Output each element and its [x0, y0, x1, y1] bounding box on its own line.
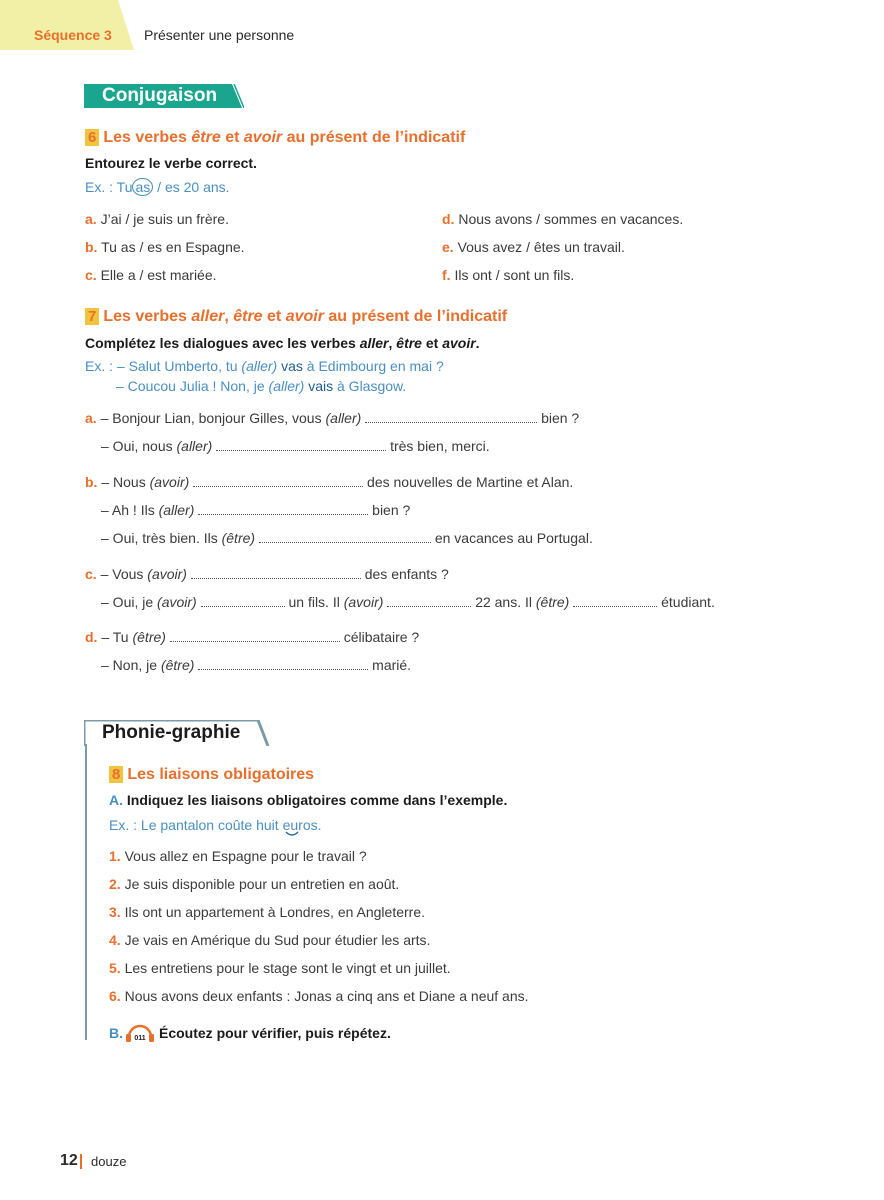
- answer-blank[interactable]: [216, 440, 386, 451]
- exercise-8-title: 8 Les liaisons obligatoires: [109, 766, 314, 784]
- exercise-6-instruction: Entourez le verbe correct.: [85, 155, 257, 171]
- exercise-6-item: c. Elle a / est mariée.: [85, 267, 217, 283]
- footer-divider: [80, 1154, 82, 1169]
- section-banner-conjugaison: [84, 84, 244, 108]
- dialogue-line: d. – Tu (être) célibataire ?: [85, 629, 420, 645]
- exercise-8-item: 3. Ils ont un appartement à Londres, en Angleterre.: [109, 904, 425, 920]
- answer-blank[interactable]: [201, 596, 285, 607]
- dialogue-line: – Oui, nous (aller) très bien, merci.: [101, 438, 490, 454]
- liaison-arc-icon: [285, 831, 299, 837]
- exercise-6-item: b. Tu as / es en Espagne.: [85, 239, 245, 255]
- exercise-number: 6: [85, 129, 99, 146]
- answer-blank[interactable]: [387, 596, 471, 607]
- answer-blank[interactable]: [259, 532, 431, 543]
- exercise-8-part-a-instruction: A. Indiquez les liaisons obligatoires comme dans l’exemple.: [109, 792, 508, 808]
- section-sidebar-line: [85, 744, 87, 1040]
- headphones-icon: [125, 1023, 155, 1043]
- exercise-6-example: Ex. : Tu as / es 20 ans.: [85, 179, 230, 195]
- exercise-8-item: 4. Je vais en Amérique du Sud pour étudier les arts.: [109, 932, 431, 948]
- dialogue-line: b. – Nous (avoir) des nouvelles de Martine et Alan.: [85, 474, 574, 490]
- dialogue-line: c. – Vous (avoir) des enfants ?: [85, 566, 449, 582]
- answer-blank[interactable]: [198, 659, 368, 670]
- section-title: Conjugaison: [102, 85, 218, 106]
- audio-track-button[interactable]: [125, 1023, 155, 1046]
- exercise-6-item: d. Nous avons / sommes en vacances.: [442, 211, 684, 227]
- page-number: 12: [60, 1152, 78, 1169]
- exercise-8-example: Ex. : Le pantalon coûte huit e uros.: [109, 817, 322, 833]
- section-title: Phonie-graphie: [102, 722, 241, 743]
- sequence-title: Présenter une personne: [144, 27, 295, 43]
- dialogue-line: a. – Bonjour Lian, bonjour Gilles, vous (aller) bien ?: [85, 410, 580, 426]
- answer-blank[interactable]: [170, 631, 340, 642]
- answer-blank[interactable]: [365, 412, 537, 423]
- exercise-number: 7: [85, 308, 99, 325]
- dialogue-line: – Oui, je (avoir) un fils. Il (avoir) 22 ans. Il (être) étudiant.: [101, 594, 715, 610]
- exercise-6-item: f. Ils ont / sont un fils.: [442, 267, 575, 283]
- exercise-8-part-b-instruction: B. 011 Écoutez pour vérifier, puis répétez.: [109, 1023, 391, 1046]
- circled-answer: as: [132, 178, 153, 196]
- answer-blank[interactable]: [193, 476, 363, 487]
- exercise-7-example-line-2: – Coucou Julia ! Non, je (aller) vais à Glasgow.: [116, 378, 407, 394]
- exercise-6-item: e. Vous avez / êtes un travail.: [442, 239, 625, 255]
- exercise-8-item: 2. Je suis disponible pour un entretien en août.: [109, 876, 400, 892]
- exercise-6-title: 6 Les verbes être et avoir au présent de l’indicatif: [85, 129, 465, 147]
- exercise-7-instruction: Complétez les dialogues avec les verbes aller, être et avoir.: [85, 335, 480, 351]
- answer-blank[interactable]: [198, 504, 368, 515]
- exercise-8-item: 6. Nous avons deux enfants : Jonas a cinq ans et Diane a neuf ans.: [109, 988, 529, 1004]
- page-number-word: douze: [91, 1154, 127, 1169]
- exercise-6-item: a. J’ai / je suis un frère.: [85, 211, 229, 227]
- exercise-number: 8: [109, 766, 123, 783]
- dialogue-line: – Ah ! Ils (aller) bien ?: [101, 502, 411, 518]
- sequence-label: Séquence 3: [34, 27, 112, 43]
- dialogue-line: – Oui, très bien. Ils (être) en vacances au Portugal.: [101, 530, 593, 546]
- section-banner-phonie-graphie: [84, 720, 270, 746]
- exercise-7-example-line-1: Ex. : – Salut Umberto, tu (aller) vas à Edimbourg en mai ?: [85, 358, 444, 374]
- audio-track-number: 011: [134, 1035, 146, 1042]
- exercise-8-item: 5. Les entretiens pour le stage sont le vingt et un juillet.: [109, 960, 451, 976]
- exercise-7-title: 7 Les verbes aller, être et avoir au présent de l’indicatif: [85, 308, 507, 326]
- dialogue-line: – Non, je (être) marié.: [101, 657, 412, 673]
- answer-blank[interactable]: [191, 568, 361, 579]
- exercise-8-item: 1. Vous allez en Espagne pour le travail ?: [109, 848, 367, 864]
- answer-blank[interactable]: [573, 596, 657, 607]
- liaison-mark: t e: [275, 817, 291, 833]
